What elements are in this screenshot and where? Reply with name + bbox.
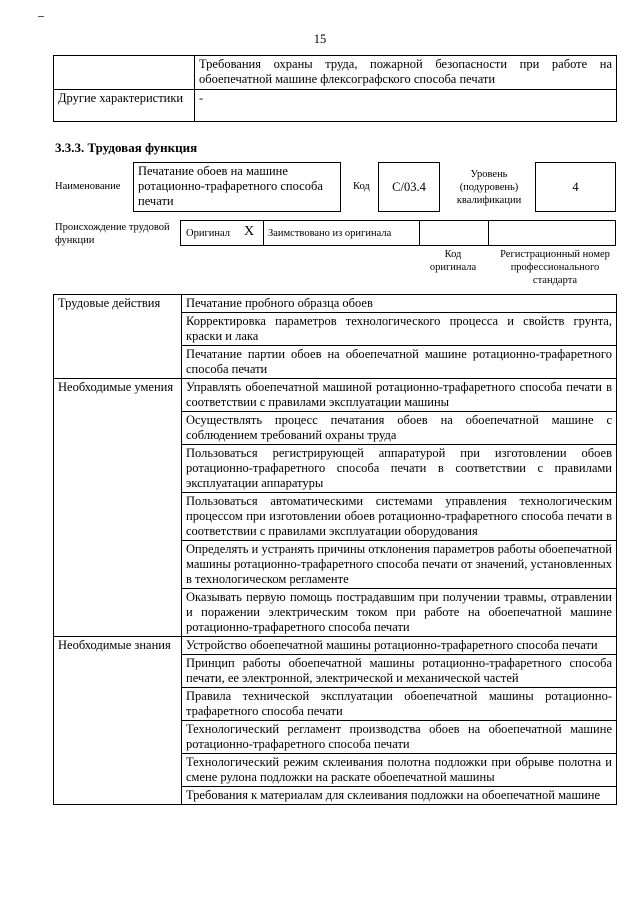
top-row-value: Требования охраны труда, пожарной безопасности при работе на обоепечатной машине флексографского способа печати xyxy=(195,56,617,90)
section-title: 3.3.3. Трудовая функция xyxy=(55,140,198,155)
row-item: Оказывать первую помощь пострадавшим при получении травмы, отравлении и поражении электрическим током при работе на обоепечатной машине ротационно-трафаретного способа печати xyxy=(182,589,617,637)
main-table xyxy=(53,294,617,805)
reg-caption: Регистрационный номер профессионального стандарта xyxy=(500,249,610,286)
divider xyxy=(263,220,264,246)
row-item: Требования к материалам для склеивания подложки на обоепечатной машине xyxy=(182,787,617,805)
top-row-label: Другие характеристики xyxy=(54,90,195,122)
row-label: Необходимые умения xyxy=(54,379,182,637)
table-row xyxy=(54,295,617,313)
page-number: 15 xyxy=(313,32,327,46)
row-item: Принцип работы обоепечатной машины ротационно-трафаретного способа печати, ее электронной, электрической и механической частей xyxy=(182,655,617,688)
divider xyxy=(419,220,420,246)
level-label: Уровень (подуровень) квалификации xyxy=(456,169,522,206)
top-table xyxy=(53,55,617,122)
code-label: Код xyxy=(353,181,370,192)
table-row xyxy=(54,56,617,90)
row-label: Трудовые действия xyxy=(54,295,182,379)
name-value: Печатание обоев на машине ротационно-трафаретного способа печати xyxy=(133,162,341,212)
scan-mark xyxy=(38,16,44,17)
top-row-label xyxy=(54,56,195,90)
row-item: Пользоваться регистрирующей аппаратурой при изготовлении обоев ротационно-трафаретного способа печати в соответствии с правилами эксплуатации аппаратуры xyxy=(182,445,617,493)
row-item: Управлять обоепечатной машиной ротационно-трафаретного способа печати в соответствии с правилами эксплуатации машины xyxy=(182,379,617,412)
row-item: Устройство обоепечатной машины ротационно-трафаретного способа печати xyxy=(182,637,617,655)
row-item: Печатание партии обоев на обоепечатной машине ротационно-трафаретного способа печати xyxy=(182,346,617,379)
row-item: Корректировка параметров технологического процесса и свойств грунта, краски и лака xyxy=(182,313,617,346)
original-mark: X xyxy=(244,224,255,239)
origin-label: Происхождение трудовой функции xyxy=(55,222,170,246)
top-row-value: - xyxy=(195,90,617,122)
table-row xyxy=(54,90,617,122)
table-row xyxy=(54,379,617,412)
divider xyxy=(488,220,489,246)
row-item: Пользоваться автоматическими системами управления технологическим процессом при изготовлении обоев ротационно-трафаретного способа печати в соответствии с правилами эксплуатации оборудования xyxy=(182,493,617,541)
row-label: Необходимые знания xyxy=(54,637,182,805)
borrowed-label: Заимствовано из оригинала xyxy=(268,228,392,239)
row-item: Определять и устранять причины отклонения параметров работы обоепечатной машины ротационно-трафаретного способа печати от значений, установленных в технологическом регламенте xyxy=(182,541,617,589)
code-value: С/03.4 xyxy=(378,162,440,212)
code-caption: Код оригинала xyxy=(429,249,477,273)
level-value: 4 xyxy=(535,162,616,212)
row-item: Осуществлять процесс печатания обоев на обоепечатной машине с соблюдением требований охраны труда xyxy=(182,412,617,445)
name-label: Наименование xyxy=(55,181,121,192)
table-row xyxy=(54,637,617,655)
row-item: Правила технической эксплуатации обоепечатной машины ротационно-трафаретного способа печати xyxy=(182,688,617,721)
row-item: Технологический режим склеивания полотна подложки при обрыве полотна и смене рулона подложки на раскате обоепечатной машины xyxy=(182,754,617,787)
row-item: Технологический регламент производства обоев на обоепечатной машине ротационно-трафаретного способа печати xyxy=(182,721,617,754)
row-item: Печатание пробного образца обоев xyxy=(182,295,617,313)
original-label: Оригинал xyxy=(186,228,230,239)
